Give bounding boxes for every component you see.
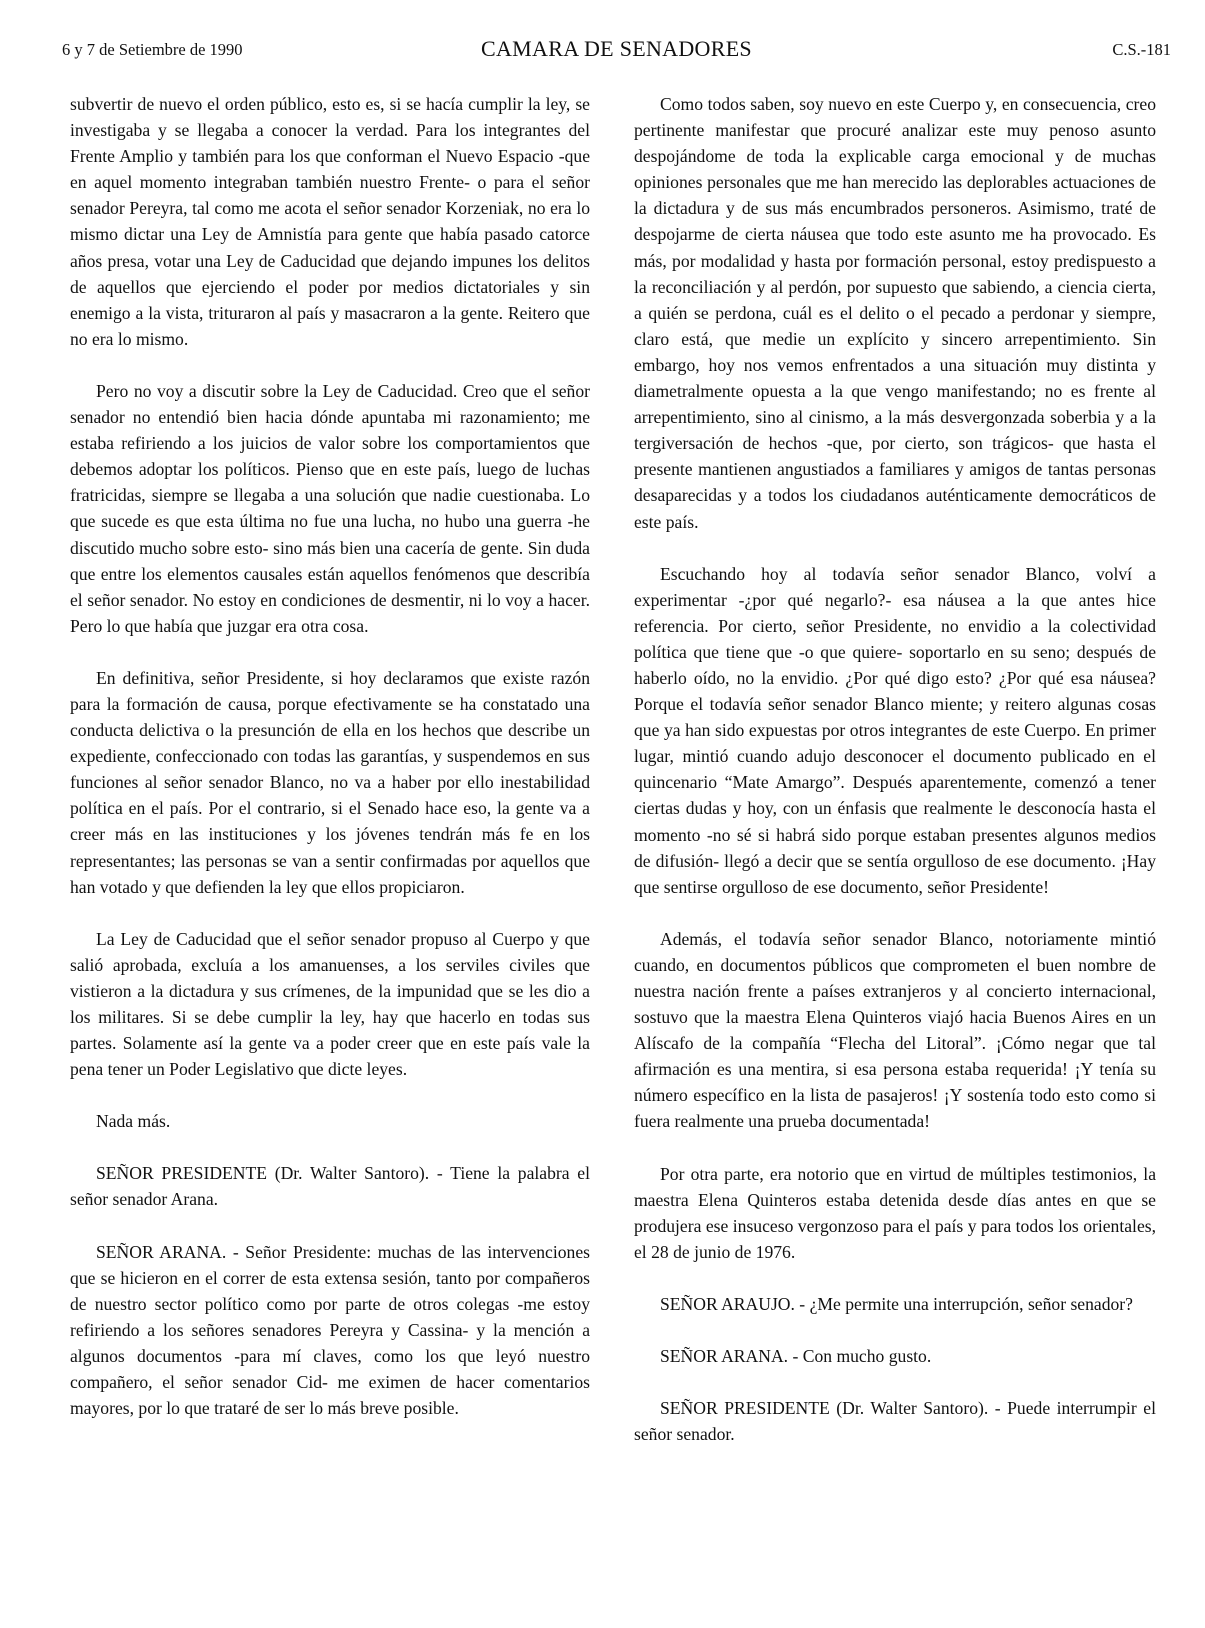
paragraph: Por otra parte, era notorio que en virtud de múltiples testimonios, la maestra Elena Quinteros estaba detenida desde días antes en que se produjera ese insuceso vergonzoso para el país y para todos los orientales, el 28 de junio de 1976. <box>634 1163 1156 1262</box>
speaker-paragraph: SEÑOR ARANA. - Señor Presidente: muchas de las intervenciones que se hicieron en el correr de esta extensa sesión, tanto por compañeros de nuestro sector político como por parte de otros colegas -me estoy refiriendo a los señores senadores Pereyra y Cassina- y la mención a algunos documentos -para mí claves, como los que leyó nuestro compañero, el señor senador Cid- me eximen de hacer comentarios mayores, por lo que trataré de ser lo más breve posible. <box>70 1241 590 1419</box>
paragraph: En definitiva, señor Presidente, si hoy declaramos que existe razón para la formación de causa, porque efectivamente se ha constatado una conducta delictiva o la presunción de ella en los hechos que describe un expediente, confeccionado con todas las garantías, y suspendemos en sus funciones al señor senador Blanco, no va a haber por ello inestabilidad política en el país. Por el contrario, si el Senado hace eso, la gente va a creer más en las instituciones y los jóvenes tendrán más fe en los representantes; las personas se van a sentir confirmadas por aquellos que han votado y que defienden la ley que ellos propiciaron. <box>70 667 590 897</box>
right-column <box>634 91 1156 1473</box>
paragraph: Como todos saben, soy nuevo en este Cuerpo y, en consecuencia, creo pertinente manifestar que procuré analizar este muy penoso asunto despojándome de toda la explicable carga emocional y de muchas opiniones personales que me han merecido las deplorables actuaciones de la dictadura y de sus más encumbrados personeros. Asimismo, traté de despojarme de cierta náusea que todo este asunto me ha provocado. Es más, por modalidad y hasta por formación personal, estoy predispuesto a la reconciliación y al perdón, por supuesto que sabiendo, a ciencia cierta, a quién se perdona, cuál es el delito o el pecado a perdonar y siempre, claro está, que medie un explícito y sincero arrepentimiento. Sin embargo, hoy nos vemos enfrentados a una situación muy distinta y diametralmente opuesta a la que vengo manifestando; no es frente al arrepentimiento, sino al cinismo, a la más desvergonzada soberbia y a la tergiversación de hechos -que, por cierto, son trágicos- que hasta el presente mantienen angustiados a familiares y amigos de tantas personas desaparecidas y a todos los ciudadanos auténticamente democráticos de este país. <box>634 94 1156 532</box>
speaker-paragraph: SEÑOR ARANA. - Con mucho gusto. <box>660 1346 932 1367</box>
speaker-paragraph: SEÑOR ARAUJO. - ¿Me permite una interrupción, señor senador? <box>660 1293 1133 1314</box>
paragraph: Escuchando hoy al todavía señor senador Blanco, volví a experimentar -¿por qué negarlo?- esa náusea a la que antes hice referencia. Por cierto, señor Presidente, no envidio a la colectividad política que tiene que -o que quiere- soportarlo en su seno; después de haberlo oído, no la envidio. ¿Por qué digo esto? ¿Por qué esa náusea? Porque el todavía señor senador Blanco miente; y reitero algunas cosas que ya han sido expuestas por otros integrantes de este Cuerpo. En primer lugar, mintió cuando adujo desconocer el documento publicado en el quincenario “Mate Amargo”. Después aparentemente, comenzó a tener ciertas dudas y hoy, con un énfasis que realmente le desconocía hasta el momento -no sé si habrá sido porque estaban presentes algunos medios de difusión- llegó a decir que se sentía orgulloso de ese documento. ¡Hay que sentirse orgulloso de ese documento, señor Presidente! <box>634 563 1156 897</box>
paragraph: Nada más. <box>96 1111 171 1132</box>
paragraph: subvertir de nuevo el orden público, esto es, si se hacía cumplir la ley, se investigaba y se llegaba a conocer la verdad. Para los integrantes del Frente Amplio y también para los que conforman el Nuevo Espacio -que en aquel momento integraban también nuestro Frente- o para el señor senador Pereyra, tal como me acota el señor senador Korzeniak, no era lo mismo dictar una Ley de Amnistía para gente que había pasado catorce años presa, votar una Ley de Caducidad que dejando impunes los delitos de aquellos que ejerciendo el poder por medios dictatoriales y sin enemigo a la vista, trituraron al país y masacraron a la gente. Reitero que no era lo mismo. <box>70 94 590 349</box>
speaker-paragraph: SEÑOR PRESIDENTE (Dr. Walter Santoro). - Tiene la palabra el señor senador Arana. <box>70 1163 590 1210</box>
paragraph: Además, el todavía señor senador Blanco, notoriamente mintió cuando, en documentos públicos que comprometen el buen nombre de nuestra nación frente a países extranjeros y al concierto internacional, sostuvo que la maestra Elena Quinteros viajó hacia Buenos Aires en un Alíscafo de la compañía “Flecha del Litoral”. ¡Cómo negar que tal afirmación es una mentira, si esa persona estaba requerida! ¡Y tenía su número específico en la lista de pasajeros! ¡Y sostenía todo esto como si fuera realmente una prueba documentada! <box>634 928 1156 1132</box>
speaker-paragraph: SEÑOR PRESIDENTE (Dr. Walter Santoro). - Puede interrumpir el señor senador. <box>634 1398 1156 1445</box>
session-date: 6 y 7 de Setiembre de 1990 <box>62 40 243 59</box>
paragraph: Pero no voy a discutir sobre la Ley de Caducidad. Creo que el señor senador no entendió bien hacia dónde apuntaba mi razonamiento; me estaba refiriendo a los juicios de valor sobre los comportamientos que debemos adoptar los políticos. Pienso que en este país, luego de luchas fratricidas, siempre se llegaba a una solución que nadie cuestionaba. Lo que sucede es que esta última no fue una lucha, no hubo una guerra -he discutido mucho sobre esto- sino más bien una cacería de gente. Sin duda que entre los elementos causales están aquellos fenómenos que describía el señor senador. No estoy en condiciones de desmentir, ni lo voy a hacer. Pero lo que había que juzgar era otra cosa. <box>70 380 590 636</box>
page-header <box>62 36 1171 66</box>
page-number: C.S.-181 <box>1112 40 1171 59</box>
left-column <box>70 91 590 1447</box>
paragraph: La Ley de Caducidad que el señor senador propuso al Cuerpo y que salió aprobada, excluía a los amanuenses, a los serviles civiles que vistieron a la dictadura y sus crímenes, de la impunidad que se les dio a los militares. Si se debe cumplir la ley, hay que hacerlo en todas sus partes. Solamente así la gente va a poder creer que en este país vale la pena tener un Poder Legislativo que dicte leyes. <box>70 928 590 1080</box>
chamber-title: CAMARA DE SENADORES <box>481 36 752 61</box>
